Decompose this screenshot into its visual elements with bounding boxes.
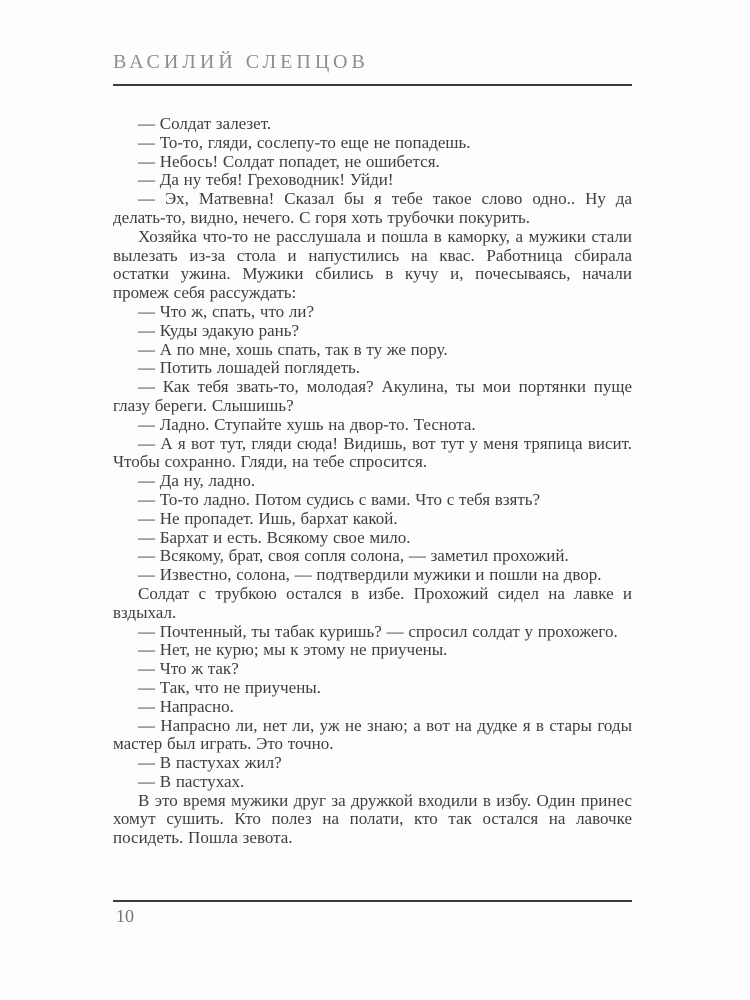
paragraph: — Что ж, спать, что ли? <box>138 301 315 321</box>
header-rule-divider <box>113 84 632 86</box>
paragraph: Солдат с трубкою остался в избе. Прохожий сидел на лавке и вздыхал. <box>113 583 632 622</box>
paragraph: — Солдат залезет. <box>138 114 272 133</box>
paragraph: — Потить лошадей поглядеть. <box>138 358 361 378</box>
paragraph: — В пастухах жил? <box>138 753 282 773</box>
paragraph: — В пастухах. <box>138 771 245 791</box>
paragraph: — Всякому, брат, своя сопля солона, — заметил прохожий. <box>138 546 569 566</box>
paragraph: — Да ну тебя! Греховодник! Уйди! <box>138 170 394 190</box>
paragraph: — То-то, гляди, сослепу-то еще не попадешь. <box>138 132 471 152</box>
paragraph: — Так, что не приучены. <box>138 677 321 697</box>
paragraph: — Напрасно. <box>138 696 234 716</box>
paragraph: — Да ну, ладно. <box>138 471 256 491</box>
paragraph: — Ладно. Ступайте хушь на двор-то. Теснота. <box>138 414 476 434</box>
paragraph: — Как тебя звать-то, молодая? Акулина, ты мои портянки пуще глазу береги. Слышишь? <box>113 377 632 415</box>
paragraph: В это время мужики друг за дружкой входили в избу. Один принес хомут сушить. Кто полез на полати, кто так остался на лавочке посидеть. Пошла зевота. <box>113 790 632 848</box>
paragraph: — Эх, Матвевна! Сказал бы я тебе такое слово одно.. Ну да делать-то, видно, нечего. С горя хоть трубочки покурить. <box>113 189 632 227</box>
footer-rule-divider <box>113 900 632 902</box>
paragraph: — Почтенный, ты табак куришь? — спросил солдат у прохожего. <box>138 621 618 641</box>
paragraph: — Нет, не курю; мы к этому не приучены. <box>138 640 448 660</box>
body-text <box>113 115 632 848</box>
paragraph: — А я вот тут, гляди сюда! Видишь, вот тут у меня тряпица висит. Чтобы сохранно. Гляди, на тебе спросится. <box>113 433 632 472</box>
paragraph: — Известно, солона, — подтвердили мужики и пошли на двор. <box>138 565 602 585</box>
page-header-author: ВАСИЛИЙ СЛЕПЦОВ <box>113 51 369 73</box>
page-number: 10 <box>116 906 134 926</box>
paragraph: — Напрасно ли, нет ли, уж не знаю; а вот на дудке я в стары годы мастер был играть. Это точно. <box>113 715 632 754</box>
paragraph: — Куды эдакую рань? <box>138 320 300 340</box>
paragraph: — Бархат и есть. Всякому свое мило. <box>138 527 411 547</box>
paragraph: — Небось! Солдат попадет, не ошибется. <box>138 151 440 171</box>
paragraph: — То-то ладно. Потом судись с вами. Что с тебя взять? <box>138 489 541 509</box>
paragraph: — А по мне, хошь спать, так в ту же пору. <box>138 339 448 359</box>
paragraph: Хозяйка что-то не расслушала и пошла в каморку, а мужики стали вылезать из-за стола и напустились на квас. Работница сбирала остатки ужина. Мужики сбились в кучу и, почесываясь, начали промеж себя рассуждать: <box>113 226 632 303</box>
paragraph: — Не пропадет. Ишь, бархат какой. <box>138 508 398 528</box>
paragraph: — Что ж так? <box>138 659 239 679</box>
